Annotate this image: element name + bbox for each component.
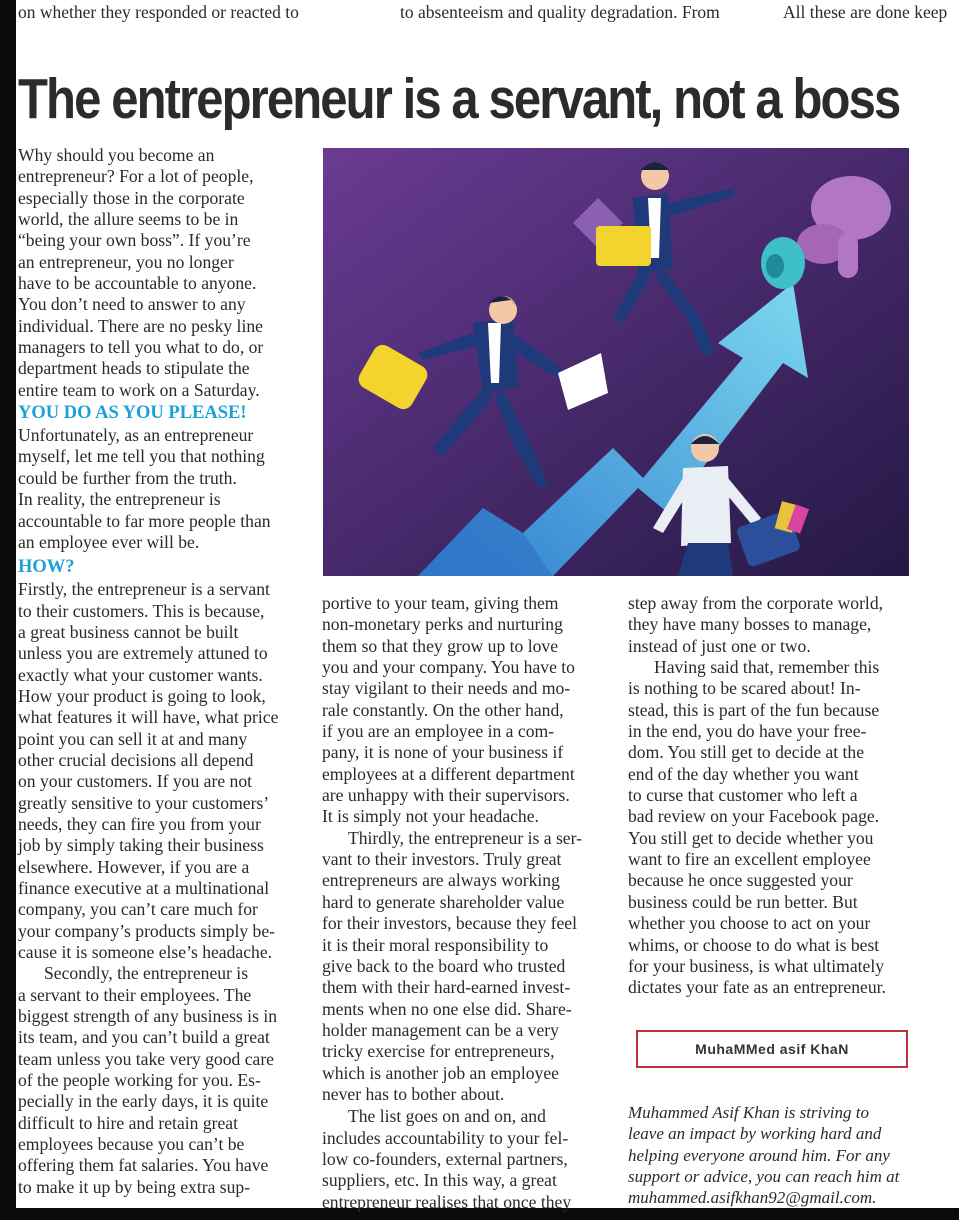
- text-line: entrepreneur? For a lot of people,: [18, 166, 254, 187]
- col3-paragraph-1: [628, 593, 928, 657]
- text-line: is nothing to be scared about! In-: [628, 678, 861, 699]
- text-line: employees at a different department: [322, 763, 575, 784]
- text-line: whether you choose to act on your: [628, 913, 871, 934]
- text-line: Muhammed Asif Khan is striving to: [628, 1103, 869, 1122]
- text-line: an employee ever will be.: [18, 531, 200, 552]
- text-line: exactly what your customer wants.: [18, 664, 263, 685]
- text-line: muhammed.asifkhan92@gmail.com.: [628, 1188, 877, 1208]
- text-line: stead, this is part of the fun because: [628, 699, 880, 720]
- text-line: dictates your fate as an entrepreneur.: [628, 977, 886, 998]
- text-line: portive to your team, giving them: [322, 593, 559, 613]
- text-line: pany, it is none of your business if: [322, 742, 564, 763]
- megaphone-icon: [761, 237, 805, 289]
- customers-paragraph: [18, 579, 308, 963]
- text-line: entrepreneurs are always working: [322, 870, 560, 891]
- text-line: in the end, you do have your free-: [628, 721, 867, 742]
- author-signature: MuhaMMed asif KhaN: [695, 1041, 849, 1057]
- text-line: point you can sell it at and many: [18, 728, 248, 749]
- text-line: myself, let me tell you that nothing: [18, 446, 265, 467]
- text-line: employees because you can’t be: [18, 1134, 245, 1155]
- text-line: “being your own boss”. If you’re: [18, 230, 251, 251]
- text-line: offering them fat salaries. You have: [18, 1155, 269, 1176]
- text-line: end of the day whether you want: [628, 763, 859, 784]
- text-line: if you are an employee in a com-: [322, 721, 555, 742]
- text-line: unless you are extremely attuned to: [18, 643, 268, 664]
- text-line: It is simply not your headache.: [322, 806, 539, 827]
- scan-edge-left: [0, 0, 16, 1220]
- text-line: Secondly, the entrepreneur is: [44, 963, 249, 984]
- conclusion-paragraph: [628, 657, 928, 999]
- text-line: tricky exercise for entrepreneurs,: [322, 1041, 555, 1062]
- text-line: helping everyone around him. For any: [628, 1145, 890, 1165]
- text-line: ments when no one else did. Share-: [322, 998, 572, 1019]
- text-line: them so that they grow up to love: [322, 635, 559, 656]
- intro-paragraph: [18, 145, 308, 401]
- text-line: to make it up by being extra sup-: [18, 1176, 251, 1197]
- text-line: company, you can’t care much for: [18, 899, 258, 920]
- text-line: low co-founders, external partners,: [322, 1148, 568, 1169]
- text-line: entrepreneur realises that once they: [322, 1191, 572, 1212]
- text-line: accountable to far more people than: [18, 510, 271, 531]
- column-3: [628, 593, 928, 999]
- text-line: The list goes on and on, and: [348, 1106, 546, 1127]
- text-line: In reality, the entrepreneur is: [18, 489, 221, 510]
- column-1: [18, 145, 308, 1198]
- text-line: You still get to decide whether you: [628, 827, 874, 848]
- text-line: hard to generate shareholder value: [322, 891, 565, 912]
- author-bio: [628, 1102, 928, 1208]
- text-line: a servant to their employees. The: [18, 984, 252, 1005]
- text-line: want to fire an excellent employee: [628, 849, 871, 870]
- text-line: what features it will have, what price: [18, 707, 279, 728]
- text-line: to curse that customer who left a: [628, 785, 858, 806]
- section1-paragraph: [18, 425, 308, 553]
- text-line: job by simply taking their business: [18, 835, 264, 856]
- text-line: non-monetary perks and nurturing: [322, 614, 563, 635]
- text-line: for their investors, because they feel: [322, 913, 578, 934]
- subhead-you-do-as-you-please: YOU DO AS YOU PLEASE!: [18, 403, 247, 424]
- text-line: your company’s products simply be-: [18, 920, 276, 941]
- col2-paragraph-1: [322, 593, 612, 828]
- text-line: dom. You still get to decide at the: [628, 742, 865, 763]
- text-line: includes accountability to your fel-: [322, 1127, 569, 1148]
- text-line: step away from the corporate world,: [628, 593, 884, 613]
- text-line: Unfortunately, as an entrepreneur: [18, 425, 254, 446]
- text-line: to their customers. This is because,: [18, 600, 265, 621]
- text-line: give back to the board who trusted: [322, 955, 566, 976]
- text-line: team unless you take very good care: [18, 1048, 274, 1069]
- text-line: finance executive at a multinational: [18, 878, 270, 898]
- text-line: instead of just one or two.: [628, 635, 811, 656]
- text-line: which is another job an employee: [322, 1062, 559, 1083]
- text-line: could be further from the truth.: [18, 467, 237, 488]
- text-line: because he once suggested your: [628, 870, 853, 891]
- text-line: Thirdly, the entrepreneur is a ser-: [348, 827, 582, 848]
- text-line: pecially in the early days, it is quite: [18, 1091, 269, 1112]
- text-line: support or advice, you can reach him at: [628, 1166, 900, 1186]
- text-line: bad review on your Facebook page.: [628, 806, 880, 827]
- text-line: holder management can be a very: [322, 1019, 559, 1040]
- text-line: its team, and you can’t build a great: [18, 1027, 270, 1048]
- text-line: are unhappy with their supervisors.: [322, 785, 570, 806]
- investors-paragraph: [322, 828, 612, 1105]
- text-line: leave an impact by working hard and: [628, 1124, 882, 1144]
- text-line: vant to their investors. Truly great: [322, 849, 562, 870]
- text-line: a great business cannot be built: [18, 621, 239, 642]
- text-line: rale constantly. On the other hand,: [322, 699, 564, 720]
- text-line: department heads to stipulate the: [18, 358, 250, 379]
- text-line: an entrepreneur, you no longer: [18, 251, 234, 272]
- author-signature-box: [636, 1030, 908, 1068]
- text-line: Having said that, remember this: [654, 657, 880, 678]
- text-line: cause it is someone else’s headache.: [18, 942, 273, 963]
- text-line: never has to bother about.: [322, 1083, 505, 1104]
- subhead-how: HOW?: [18, 557, 75, 578]
- column-2: [322, 593, 612, 1213]
- text-line: other crucial decisions all depend: [18, 749, 254, 770]
- text-line: needs, they can fire you from your: [18, 813, 261, 834]
- text-line: How your product is going to look,: [18, 685, 266, 706]
- text-line: individual. There are no pesky line: [18, 315, 263, 336]
- text-line: Why should you become an: [18, 145, 215, 165]
- top-snippet-2: to absenteeism and quality degradation. From: [400, 2, 720, 22]
- text-line: business could be run better. But: [628, 891, 858, 912]
- top-snippet-1: on whether they responded or reacted to: [18, 2, 299, 22]
- text-line: especially those in the corporate: [18, 187, 245, 208]
- illustration-businessmen-climbing-arrow: [323, 148, 909, 576]
- text-line: on your customers. If you are not: [18, 771, 253, 792]
- text-line: elsewhere. However, if you are a: [18, 856, 250, 877]
- text-line: managers to tell you what to do, or: [18, 337, 264, 358]
- text-line: them with their hard-earned invest-: [322, 977, 571, 998]
- text-line: you and your company. You have to: [322, 657, 575, 678]
- text-line: stay vigilant to their needs and mo-: [322, 678, 571, 699]
- employees-paragraph: [18, 963, 308, 1198]
- text-line: You don’t need to answer to any: [18, 294, 246, 315]
- text-line: difficult to hire and retain great: [18, 1112, 238, 1133]
- text-line: world, the allure seems to be in: [18, 209, 239, 230]
- text-line: greatly sensitive to your customers’: [18, 792, 270, 813]
- text-line: entire team to work on a Saturday.: [18, 379, 260, 400]
- text-line: suppliers, etc. In this way, a great: [322, 1170, 557, 1191]
- text-line: biggest strength of any business is in: [18, 1006, 278, 1027]
- text-line: for your business, is what ultimately: [628, 955, 885, 976]
- top-snippet-3: All these are done keep: [783, 2, 948, 22]
- text-line: of the people working for you. Es-: [18, 1070, 261, 1091]
- text-line: have to be accountable to anyone.: [18, 273, 257, 294]
- text-line: they have many bosses to manage,: [628, 614, 872, 635]
- text-line: it is their moral responsibility to: [322, 934, 549, 955]
- text-line: Firstly, the entrepreneur is a servant: [18, 579, 270, 600]
- text-line: whims, or choose to do what is best: [628, 934, 880, 955]
- list-goes-on-paragraph: [322, 1106, 612, 1213]
- article-headline: The entrepreneur is a servant, not a boss: [18, 67, 900, 131]
